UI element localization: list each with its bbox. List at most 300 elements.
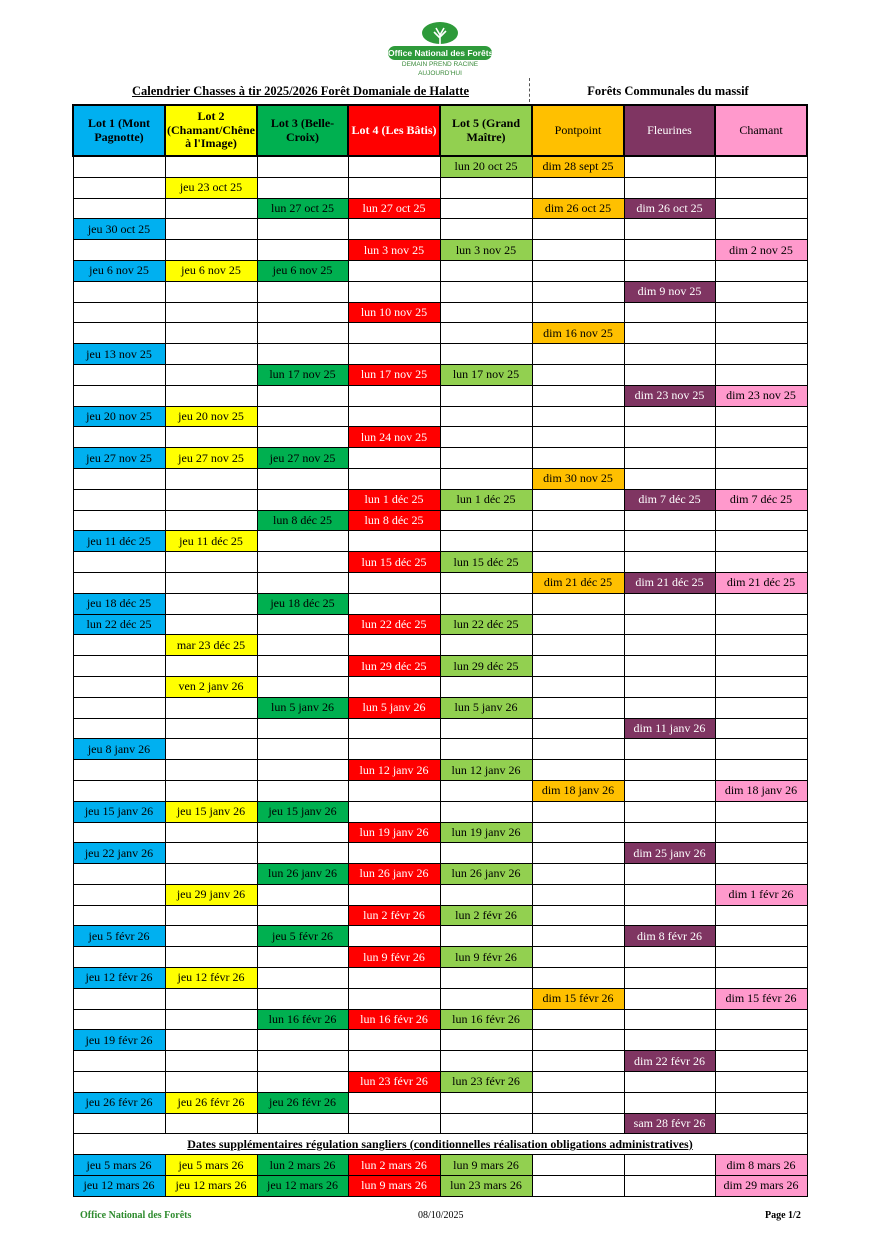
date-cell — [715, 947, 807, 968]
date-cell — [624, 635, 715, 656]
date-cell — [165, 947, 257, 968]
date-cell — [532, 614, 624, 635]
date-cell — [440, 572, 532, 593]
table-row — [73, 1009, 807, 1030]
date-cell — [440, 635, 532, 656]
date-cell: lun 26 janv 26 — [257, 864, 348, 885]
date-cell: lun 26 janv 26 — [440, 864, 532, 885]
date-cell: jeu 5 mars 26 — [73, 1155, 165, 1176]
date-cell: lun 29 déc 25 — [440, 656, 532, 677]
date-cell — [257, 635, 348, 656]
date-cell: dim 22 févr 26 — [624, 1051, 715, 1072]
date-cell — [257, 614, 348, 635]
date-cell: jeu 23 oct 25 — [165, 177, 257, 198]
date-cell: jeu 15 janv 26 — [73, 801, 165, 822]
date-cell — [257, 219, 348, 240]
date-cell: jeu 6 nov 25 — [257, 260, 348, 281]
date-cell: lun 16 févr 26 — [348, 1009, 440, 1030]
table-row — [73, 988, 807, 1009]
date-cell — [257, 760, 348, 781]
footer-date: 08/10/2025 — [418, 1210, 464, 1221]
date-cell — [257, 843, 348, 864]
date-cell — [348, 780, 440, 801]
date-cell — [715, 843, 807, 864]
calendar-title: Calendrier Chasses à tir 2025/2026 Forêt Domaniale de Halatte — [132, 84, 469, 98]
date-cell — [73, 697, 165, 718]
date-cell: dim 1 févr 26 — [715, 884, 807, 905]
date-cell — [532, 864, 624, 885]
date-cell — [715, 260, 807, 281]
date-cell — [73, 281, 165, 302]
date-cell — [715, 822, 807, 843]
date-cell: dim 15 févr 26 — [715, 988, 807, 1009]
date-cell — [165, 572, 257, 593]
date-cell — [257, 1051, 348, 1072]
date-cell: lun 22 déc 25 — [440, 614, 532, 635]
date-cell: dim 7 déc 25 — [715, 489, 807, 510]
date-cell: jeu 27 nov 25 — [73, 448, 165, 469]
date-cell — [257, 344, 348, 365]
date-cell — [348, 1092, 440, 1113]
table-body — [73, 156, 807, 1196]
date-cell — [440, 510, 532, 531]
date-cell — [73, 1009, 165, 1030]
date-cell — [440, 406, 532, 427]
date-cell: jeu 5 févr 26 — [257, 926, 348, 947]
date-cell — [532, 364, 624, 385]
date-cell — [257, 156, 348, 177]
date-cell: jeu 6 nov 25 — [73, 260, 165, 281]
date-cell — [715, 198, 807, 219]
date-cell — [715, 718, 807, 739]
date-cell — [715, 281, 807, 302]
date-cell: lun 12 janv 26 — [440, 760, 532, 781]
date-cell: jeu 22 janv 26 — [73, 843, 165, 864]
date-cell — [715, 302, 807, 323]
date-cell — [624, 219, 715, 240]
table-row — [73, 635, 807, 656]
date-cell — [348, 593, 440, 614]
column-header-3: Lot 3 (Belle-Croix) — [257, 105, 348, 156]
date-cell: jeu 27 nov 25 — [165, 448, 257, 469]
date-cell — [532, 1113, 624, 1134]
date-cell — [624, 510, 715, 531]
supplementary-title: Dates supplémentaires régulation sangliers (conditionnelles réalisation obligations administratives) — [73, 1134, 807, 1155]
date-cell — [532, 635, 624, 656]
date-cell: lun 2 févr 26 — [440, 905, 532, 926]
date-cell: lun 9 mars 26 — [440, 1155, 532, 1176]
date-cell: jeu 30 oct 25 — [73, 219, 165, 240]
date-cell — [73, 656, 165, 677]
date-cell — [165, 926, 257, 947]
date-cell: jeu 12 mars 26 — [73, 1176, 165, 1197]
table-row — [73, 468, 807, 489]
date-cell — [348, 572, 440, 593]
date-cell — [440, 739, 532, 760]
date-cell — [532, 1176, 624, 1197]
date-cell — [348, 718, 440, 739]
date-cell: dim 8 mars 26 — [715, 1155, 807, 1176]
date-cell — [73, 323, 165, 344]
date-cell — [73, 947, 165, 968]
date-cell — [715, 676, 807, 697]
date-cell: dim 8 févr 26 — [624, 926, 715, 947]
date-cell — [348, 323, 440, 344]
date-cell: lun 27 oct 25 — [257, 198, 348, 219]
date-cell: jeu 20 nov 25 — [165, 406, 257, 427]
date-cell — [73, 468, 165, 489]
date-cell: lun 9 févr 26 — [348, 947, 440, 968]
date-cell — [624, 448, 715, 469]
date-cell — [715, 177, 807, 198]
date-cell — [73, 1051, 165, 1072]
table-row — [73, 760, 807, 781]
date-cell — [348, 448, 440, 469]
table-row — [73, 1051, 807, 1072]
date-cell — [73, 302, 165, 323]
date-cell — [440, 219, 532, 240]
date-cell — [165, 156, 257, 177]
date-cell — [73, 718, 165, 739]
date-cell: dim 29 mars 26 — [715, 1176, 807, 1197]
date-cell — [715, 739, 807, 760]
date-cell — [165, 780, 257, 801]
logo-tagline-1: DEMAIN PREND RACINE — [401, 61, 479, 68]
date-cell — [257, 281, 348, 302]
date-cell — [624, 614, 715, 635]
date-cell — [715, 614, 807, 635]
date-cell — [440, 198, 532, 219]
table-row — [73, 219, 807, 240]
date-cell — [73, 240, 165, 261]
date-cell — [348, 156, 440, 177]
date-cell — [532, 947, 624, 968]
date-cell — [73, 510, 165, 531]
date-cell: dim 11 janv 26 — [624, 718, 715, 739]
date-cell — [165, 198, 257, 219]
date-cell — [348, 988, 440, 1009]
date-cell — [624, 905, 715, 926]
date-cell — [165, 739, 257, 760]
date-cell — [532, 281, 624, 302]
date-cell: lun 1 déc 25 — [440, 489, 532, 510]
date-cell — [715, 864, 807, 885]
date-cell: dim 21 déc 25 — [624, 572, 715, 593]
date-cell — [532, 344, 624, 365]
date-cell — [348, 1113, 440, 1134]
table-row — [73, 1030, 807, 1051]
date-cell: jeu 12 mars 26 — [257, 1176, 348, 1197]
date-cell — [165, 843, 257, 864]
date-cell — [165, 760, 257, 781]
date-cell — [624, 468, 715, 489]
date-cell — [624, 656, 715, 677]
date-cell — [165, 364, 257, 385]
date-cell — [715, 635, 807, 656]
date-cell — [165, 385, 257, 406]
date-cell — [348, 1051, 440, 1072]
date-cell — [165, 697, 257, 718]
footer-organization: Office National des Forêts — [80, 1210, 192, 1221]
date-cell — [624, 864, 715, 885]
date-cell: lun 15 déc 25 — [440, 552, 532, 573]
date-cell — [257, 323, 348, 344]
date-cell — [440, 718, 532, 739]
date-cell — [532, 593, 624, 614]
date-cell — [715, 406, 807, 427]
date-cell — [624, 801, 715, 822]
date-cell — [73, 572, 165, 593]
date-cell — [715, 593, 807, 614]
table-row — [73, 822, 807, 843]
date-cell: jeu 5 mars 26 — [165, 1155, 257, 1176]
date-cell — [440, 676, 532, 697]
date-cell — [257, 822, 348, 843]
date-cell — [257, 406, 348, 427]
table-row — [73, 801, 807, 822]
date-cell — [624, 1030, 715, 1051]
date-cell — [532, 905, 624, 926]
date-cell: lun 16 févr 26 — [257, 1009, 348, 1030]
date-cell — [624, 1155, 715, 1176]
date-cell — [624, 760, 715, 781]
table-row — [73, 177, 807, 198]
date-cell — [348, 676, 440, 697]
date-cell: dim 9 nov 25 — [624, 281, 715, 302]
date-cell — [165, 1009, 257, 1030]
date-cell — [257, 489, 348, 510]
date-cell: dim 21 déc 25 — [715, 572, 807, 593]
table-row — [73, 864, 807, 885]
table-row — [73, 323, 807, 344]
date-cell: lun 17 nov 25 — [348, 364, 440, 385]
date-cell — [532, 177, 624, 198]
date-cell — [532, 489, 624, 510]
date-cell — [165, 1072, 257, 1093]
date-cell — [624, 552, 715, 573]
date-cell — [73, 385, 165, 406]
date-cell — [532, 427, 624, 448]
date-cell: lun 2 févr 26 — [348, 905, 440, 926]
date-cell — [73, 905, 165, 926]
date-cell — [440, 593, 532, 614]
date-cell: dim 23 nov 25 — [624, 385, 715, 406]
date-cell: lun 26 janv 26 — [348, 864, 440, 885]
date-cell — [165, 344, 257, 365]
date-cell — [624, 697, 715, 718]
date-cell — [532, 219, 624, 240]
date-cell — [440, 1030, 532, 1051]
date-cell: ven 2 janv 26 — [165, 676, 257, 697]
date-cell — [624, 260, 715, 281]
date-cell — [348, 344, 440, 365]
date-cell — [257, 905, 348, 926]
date-cell: dim 25 janv 26 — [624, 843, 715, 864]
table-row — [73, 1176, 807, 1197]
date-cell — [257, 177, 348, 198]
date-cell — [715, 531, 807, 552]
date-cell — [624, 427, 715, 448]
date-cell — [532, 1009, 624, 1030]
date-cell — [257, 739, 348, 760]
column-header-4: Lot 4 (Les Bâtis) — [348, 105, 440, 156]
date-cell — [532, 552, 624, 573]
date-cell — [440, 988, 532, 1009]
date-cell — [532, 510, 624, 531]
date-cell — [257, 676, 348, 697]
date-cell — [624, 1176, 715, 1197]
hunting-calendar-table — [72, 104, 808, 1197]
table-row — [73, 593, 807, 614]
date-cell — [715, 968, 807, 989]
date-cell — [440, 1113, 532, 1134]
table-row — [73, 697, 807, 718]
date-cell — [165, 219, 257, 240]
date-cell — [165, 510, 257, 531]
communal-forests-title: Forêts Communales du massif — [587, 84, 749, 98]
table-row — [73, 780, 807, 801]
column-header-5: Lot 5 (Grand Maître) — [440, 105, 532, 156]
date-cell — [624, 156, 715, 177]
date-cell: jeu 18 déc 25 — [257, 593, 348, 614]
date-cell: jeu 8 janv 26 — [73, 739, 165, 760]
date-cell — [73, 177, 165, 198]
date-cell — [624, 822, 715, 843]
date-cell — [715, 219, 807, 240]
date-cell — [715, 1113, 807, 1134]
date-cell — [532, 1030, 624, 1051]
date-cell — [715, 552, 807, 573]
date-cell — [624, 1072, 715, 1093]
date-cell — [257, 947, 348, 968]
date-cell: lun 20 oct 25 — [440, 156, 532, 177]
table-row — [73, 510, 807, 531]
date-cell — [532, 822, 624, 843]
date-cell: lun 16 févr 26 — [440, 1009, 532, 1030]
date-cell — [165, 656, 257, 677]
date-cell — [348, 926, 440, 947]
date-cell: dim 15 févr 26 — [532, 988, 624, 1009]
date-cell: jeu 26 févr 26 — [257, 1092, 348, 1113]
date-cell — [715, 760, 807, 781]
date-cell: jeu 12 mars 26 — [165, 1176, 257, 1197]
date-cell — [440, 926, 532, 947]
date-cell: lun 24 nov 25 — [348, 427, 440, 448]
date-cell: lun 10 nov 25 — [348, 302, 440, 323]
table-row — [73, 968, 807, 989]
date-cell — [73, 676, 165, 697]
table-row — [73, 884, 807, 905]
table-row — [73, 281, 807, 302]
date-cell — [532, 448, 624, 469]
date-cell — [165, 905, 257, 926]
date-cell — [440, 468, 532, 489]
date-cell: dim 28 sept 25 — [532, 156, 624, 177]
date-cell — [440, 448, 532, 469]
table-row — [73, 385, 807, 406]
date-cell — [624, 406, 715, 427]
date-cell — [532, 676, 624, 697]
date-cell — [532, 240, 624, 261]
date-cell: lun 27 oct 25 — [348, 198, 440, 219]
date-cell: lun 23 févr 26 — [440, 1072, 532, 1093]
date-cell — [257, 1030, 348, 1051]
date-cell — [348, 281, 440, 302]
date-cell: lun 17 nov 25 — [440, 364, 532, 385]
date-cell — [624, 947, 715, 968]
date-cell — [440, 323, 532, 344]
table-row — [73, 260, 807, 281]
date-cell — [715, 926, 807, 947]
date-cell: lun 9 févr 26 — [440, 947, 532, 968]
date-cell: jeu 5 févr 26 — [73, 926, 165, 947]
date-cell — [532, 926, 624, 947]
date-cell — [715, 323, 807, 344]
date-cell: dim 26 oct 25 — [532, 198, 624, 219]
date-cell: jeu 15 janv 26 — [257, 801, 348, 822]
date-cell: jeu 18 déc 25 — [73, 593, 165, 614]
date-cell — [532, 1092, 624, 1113]
date-cell — [73, 822, 165, 843]
date-cell — [715, 468, 807, 489]
date-cell — [348, 968, 440, 989]
date-cell — [715, 905, 807, 926]
date-cell: dim 7 déc 25 — [624, 489, 715, 510]
date-cell: lun 15 déc 25 — [348, 552, 440, 573]
date-cell — [440, 344, 532, 365]
date-cell — [532, 531, 624, 552]
date-cell — [532, 260, 624, 281]
table-row — [73, 364, 807, 385]
date-cell — [624, 739, 715, 760]
date-cell — [257, 718, 348, 739]
table-row — [73, 302, 807, 323]
date-cell: jeu 19 févr 26 — [73, 1030, 165, 1051]
date-cell — [532, 1072, 624, 1093]
date-cell — [532, 801, 624, 822]
date-cell — [532, 843, 624, 864]
date-cell — [440, 1051, 532, 1072]
date-cell — [165, 988, 257, 1009]
date-cell — [348, 385, 440, 406]
date-cell: lun 19 janv 26 — [348, 822, 440, 843]
date-cell — [440, 177, 532, 198]
date-cell — [257, 302, 348, 323]
date-cell: dim 2 nov 25 — [715, 240, 807, 261]
date-cell: lun 8 déc 25 — [348, 510, 440, 531]
date-cell — [257, 656, 348, 677]
date-cell — [440, 385, 532, 406]
date-cell — [73, 635, 165, 656]
onf-logo — [385, 22, 495, 80]
table-row — [73, 1155, 807, 1176]
date-cell: jeu 29 janv 26 — [165, 884, 257, 905]
date-cell — [624, 676, 715, 697]
date-cell — [73, 988, 165, 1009]
date-cell — [257, 884, 348, 905]
date-cell — [348, 406, 440, 427]
date-cell: dim 30 nov 25 — [532, 468, 624, 489]
date-cell — [257, 968, 348, 989]
date-cell: jeu 12 févr 26 — [73, 968, 165, 989]
date-cell: jeu 6 nov 25 — [165, 260, 257, 281]
date-cell: lun 2 mars 26 — [348, 1155, 440, 1176]
date-cell — [624, 968, 715, 989]
date-cell — [73, 552, 165, 573]
date-cell — [348, 260, 440, 281]
date-cell: lun 22 déc 25 — [348, 614, 440, 635]
date-cell — [715, 656, 807, 677]
